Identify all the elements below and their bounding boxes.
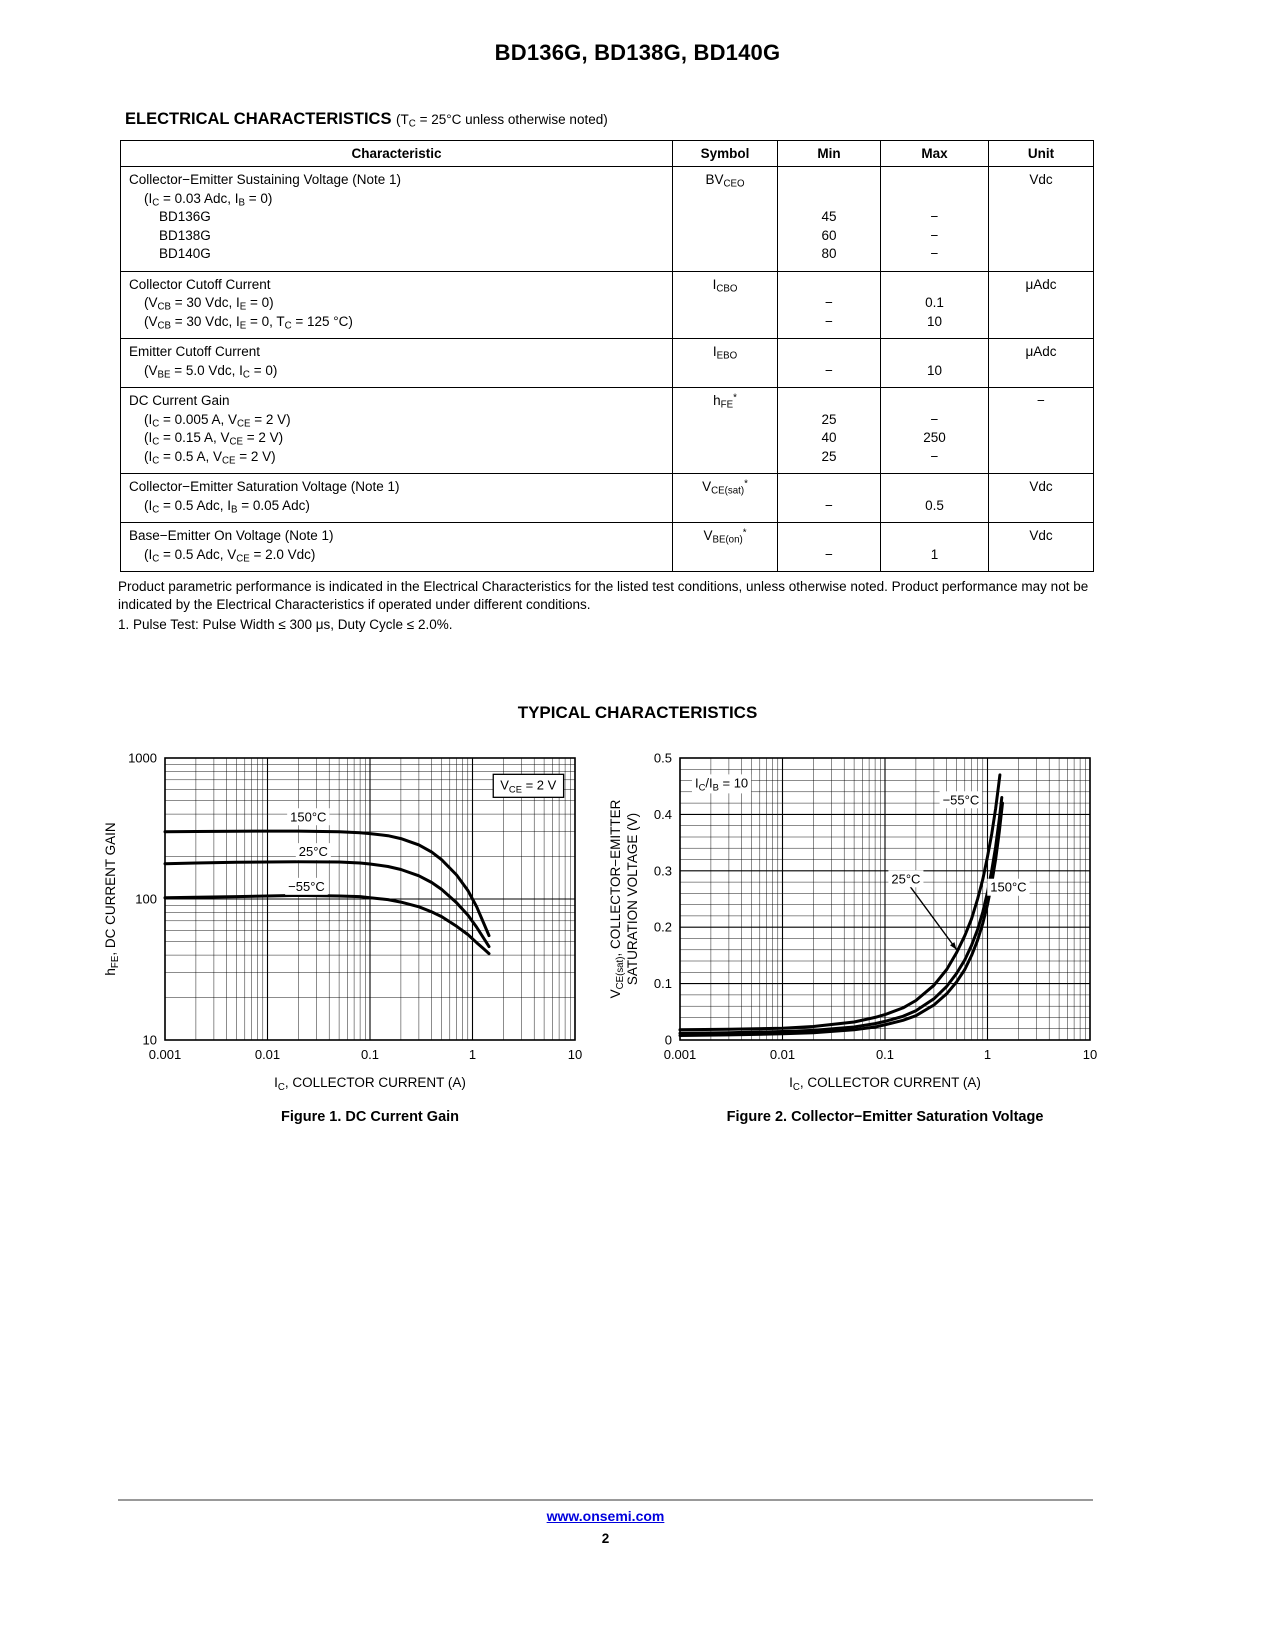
unit-line: Vdc (1029, 528, 1053, 543)
unit-cell (989, 339, 1094, 388)
max-cell (881, 167, 989, 272)
footer-divider (118, 1499, 1093, 1501)
max-line: 1 (930, 546, 939, 562)
min-cell (778, 523, 881, 572)
column-header-min: Min (778, 141, 881, 167)
unit-cell (989, 388, 1094, 474)
characteristic-line: ($I_C = 0.15$ A, $V_{CE} = 2$ V) (129, 430, 284, 448)
unit-cell (989, 474, 1094, 523)
max-cell (881, 388, 989, 474)
max-line: − (930, 448, 939, 464)
characteristic-line: Base−Emitter On Voltage (Note 1) (129, 528, 334, 543)
curve-−55°C (680, 775, 1000, 1030)
figure-1-caption: Figure 1. DC Current Gain (280, 1109, 460, 1125)
symbol-line: $h_{FE}^*$ (713, 392, 737, 411)
table-body (121, 167, 1094, 572)
y-tick-label: 10 (142, 1032, 157, 1048)
characteristic-cell (121, 474, 673, 523)
min-line (782, 190, 876, 209)
characteristic-line: BD140G (129, 246, 211, 261)
symbol-line: $BV_{CEO}$ (705, 172, 745, 190)
symbol-cell (673, 339, 778, 388)
x-axis-title: $I_C$, COLLECTOR CURRENT (A) (789, 1075, 981, 1093)
x-tick-label: 0.001 (148, 1047, 182, 1062)
max-cell (881, 271, 989, 339)
characteristic-line: BD136G (129, 209, 211, 224)
min-line (782, 171, 876, 190)
characteristic-line: ($I_C = 0.03$ Adc, $I_B = 0$) (129, 190, 273, 208)
x-tick-label: 10 (1082, 1047, 1098, 1062)
grid (680, 758, 1090, 1040)
y-tick-label: 0 (664, 1032, 672, 1048)
characteristic-line: BD138G (129, 227, 211, 243)
annotation-label: 25°C (298, 844, 328, 860)
table-row (121, 388, 1094, 474)
characteristic-cell (121, 167, 673, 272)
table-notes (118, 578, 1098, 634)
characteristic-line: Emitter Cutoff Current (129, 344, 261, 359)
column-header-unit: Unit (989, 141, 1094, 167)
page-title: BD136G, BD138G, BD140G (494, 40, 781, 65)
symbol-cell (673, 271, 778, 339)
min-line: 25 (821, 448, 837, 464)
symbol-cell (673, 167, 778, 272)
annotation-label: −55°C (288, 878, 325, 894)
max-line: − (930, 411, 939, 427)
min-line: − (825, 295, 833, 310)
x-tick-label: 0.1 (360, 1047, 380, 1062)
y-tick-label: 0.5 (653, 750, 672, 766)
max-line: − (930, 246, 939, 261)
column-header-max: Max (881, 141, 989, 167)
min-line: 60 (821, 227, 837, 243)
max-line: 250 (923, 430, 946, 445)
characteristic-cell (121, 523, 673, 572)
min-line: − (825, 546, 833, 562)
x-tick-label: 10 (567, 1047, 583, 1062)
table-row (121, 523, 1094, 572)
y-tick-label: 0.2 (653, 919, 672, 935)
symbol-cell (673, 523, 778, 572)
curve-150°C (680, 803, 1003, 1035)
dc-current-gain-chart (85, 745, 615, 1105)
characteristic-cell (121, 271, 673, 339)
min-line: 80 (821, 246, 837, 261)
characteristic-line: ($I_C = 0.5$ Adc, $V_{CE} = 2.0$ Vdc) (129, 546, 316, 564)
note-1: 1. Pulse Test: Pulse Width ≤ 300 μs, Duty Cycle ≤ 2.0%. (118, 617, 453, 632)
unit-line: Vdc (1029, 172, 1053, 187)
heading-condition: ($T_C = 25^\circ C$ unless otherwise noted) (396, 112, 608, 130)
max-cell (881, 474, 989, 523)
min-line: − (825, 313, 833, 329)
figure-1 (85, 745, 615, 1125)
annotation-label: 25°C (891, 871, 921, 887)
unit-line: − (1037, 393, 1045, 408)
min-cell (778, 474, 881, 523)
table-row (121, 167, 1094, 272)
max-line: 10 (926, 313, 943, 329)
min-line (782, 392, 876, 411)
min-cell (778, 339, 881, 388)
column-header-symbol: Symbol (673, 141, 778, 167)
min-line (782, 343, 876, 362)
characteristic-line: ($V_{BE} = 5.0$ Vdc, $I_C = 0$) (129, 362, 278, 380)
y-axis-title: $V_{CE(sat)}$, COLLECTOR−EMITTER (608, 799, 626, 999)
max-line: − (930, 209, 939, 224)
page-number: 2 (601, 1531, 610, 1546)
max-line (885, 478, 984, 497)
x-tick-label: 0.01 (254, 1047, 281, 1062)
max-cell (881, 339, 989, 388)
characteristic-cell (121, 388, 673, 474)
y-tick-label: 0.3 (653, 863, 672, 879)
max-line (885, 171, 984, 190)
vce-saturation-chart (600, 745, 1130, 1105)
min-line (782, 478, 876, 497)
table-row (121, 339, 1094, 388)
min-line: 40 (821, 430, 837, 445)
unit-line: Vdc (1029, 479, 1053, 494)
y-tick-label: 1000 (128, 750, 157, 766)
unit-cell (989, 271, 1094, 339)
characteristic-line: Collector Cutoff Current (129, 276, 271, 292)
heading-text: ELECTRICAL CHARACTERISTICS (125, 110, 392, 128)
curve-25°C (680, 798, 1002, 1034)
min-line: − (825, 497, 833, 513)
y-tick-label: 100 (135, 891, 157, 907)
table-header-row (121, 141, 1094, 167)
max-line: 0.1 (925, 295, 944, 310)
min-line: 45 (821, 209, 837, 224)
table-row (121, 474, 1094, 523)
min-cell (778, 388, 881, 474)
characteristic-line: DC Current Gain (129, 393, 230, 408)
annotation-label: $I_C/I_B = 10$ (694, 775, 749, 793)
typical-characteristics-heading: TYPICAL CHARACTERISTICS (517, 703, 758, 722)
min-line (782, 276, 876, 295)
min-cell (778, 167, 881, 272)
min-cell (778, 271, 881, 339)
symbol-cell (673, 474, 778, 523)
x-tick-label: 1 (983, 1047, 992, 1062)
max-line (885, 392, 984, 411)
annotation-label: 150°C (990, 879, 1027, 895)
annotation-label: −55°C (942, 792, 980, 808)
curve-−55°C (165, 895, 489, 953)
unit-cell (989, 523, 1094, 572)
symbol-line: $V_{BE(on)}^*$ (703, 527, 747, 546)
max-line (885, 343, 984, 362)
characteristic-line: Collector−Emitter Saturation Voltage (Note 1) (129, 479, 400, 494)
unit-line: μAdc (1025, 344, 1057, 359)
x-tick-label: 0.01 (769, 1047, 796, 1062)
y-tick-label: 0.1 (653, 976, 672, 992)
characteristic-line: ($I_C = 0.5$ A, $V_{CE} = 2$ V) (129, 448, 276, 466)
column-header-characteristic: Characteristic (121, 141, 673, 167)
unit-cell (989, 167, 1094, 272)
symbol-line: $I_{CBO}$ (712, 276, 738, 294)
symbol-cell (673, 388, 778, 474)
max-line (885, 276, 984, 295)
min-line: − (825, 362, 833, 378)
y-axis-title: $h_{FE}$, DC CURRENT GAIN (103, 822, 121, 976)
table-row (121, 271, 1094, 339)
onsemi-link[interactable]: www.onsemi.com (546, 1508, 665, 1524)
annotation-arrow-line (910, 886, 957, 950)
min-line (782, 527, 876, 546)
notes-paragraph: Product parametric performance is indicated in the Electrical Characteristics for the listed test conditions, unless otherwise noted. Product performance may not be indicated by the Electrical Characteristics if operated under different conditions. (118, 579, 1089, 612)
unit-line: μAdc (1025, 276, 1057, 292)
y-axis-title: SATURATION VOLTAGE (V) (625, 812, 640, 986)
max-line (885, 527, 984, 546)
max-line (885, 190, 984, 209)
annotation-label: $V_{CE} = 2$ V (500, 777, 557, 795)
symbol-line: $V_{CE(sat)}^*$ (702, 478, 748, 497)
max-cell (881, 523, 989, 572)
annotation-label: 150°C (290, 809, 327, 825)
characteristic-line: ($V_{CB} = 30$ Vdc, $I_E = 0$) (129, 295, 274, 313)
characteristic-line: ($V_{CB} = 30$ Vdc, $I_E = 0$, $T_C = 125$ °C) (129, 313, 353, 331)
figure-2-caption: Figure 2. Collector−Emitter Saturation Voltage (726, 1109, 1044, 1125)
characteristic-line: ($I_C = 0.5$ Adc, $I_B = 0.05$ Adc) (129, 497, 310, 515)
curve-25°C (165, 862, 489, 947)
characteristic-line: ($I_C = 0.005$ A, $V_{CE} = 2$ V) (129, 411, 291, 429)
min-line: 25 (821, 411, 837, 427)
figure-2 (600, 745, 1130, 1125)
y-tick-label: 0.4 (653, 806, 672, 822)
symbol-line: $I_{EBO}$ (712, 344, 738, 362)
max-line: 0.5 (925, 497, 944, 513)
max-line: − (930, 227, 939, 243)
x-tick-label: 0.1 (875, 1047, 895, 1062)
electrical-characteristics-table (120, 140, 1094, 572)
characteristic-cell (121, 339, 673, 388)
max-line: 10 (926, 362, 943, 378)
x-axis-title: $I_C$, COLLECTOR CURRENT (A) (274, 1075, 466, 1093)
x-tick-label: 0.001 (663, 1047, 697, 1062)
electrical-characteristics-heading (125, 110, 608, 129)
characteristic-line: Collector−Emitter Sustaining Voltage (Note 1) (129, 172, 402, 187)
x-tick-label: 1 (468, 1047, 477, 1062)
